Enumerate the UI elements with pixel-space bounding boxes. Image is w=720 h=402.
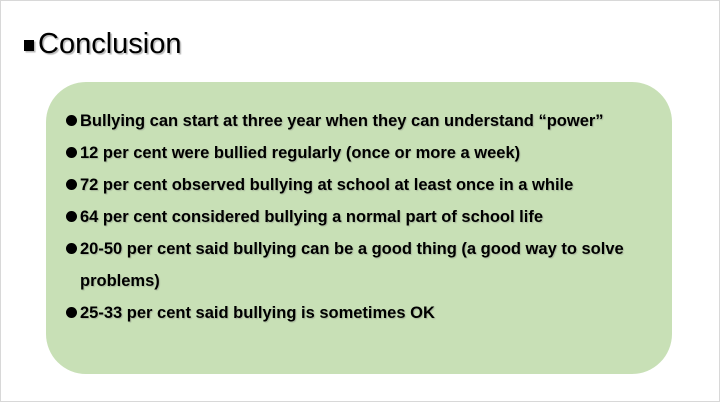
bullet-dot-icon [66,211,77,222]
bullet-item [66,233,656,297]
square-bullet-icon [24,40,34,51]
bullet-dot-icon [66,115,77,126]
bullet-text: 20-50 per cent said bullying can be a good thing (a good way to solve problems) [80,240,624,290]
bullet-dot-icon [66,147,77,158]
bullet-item [66,297,656,329]
bullet-dot-icon [66,243,77,254]
bullet-text: 25-33 per cent said bullying is sometimes OK [80,304,435,322]
slide-title-text: Conclusion [38,28,182,60]
slide-title [24,26,181,62]
bullet-text: Bullying can start at three year when they can understand “power” [80,112,604,130]
bullet-item [66,137,656,169]
bullet-dot-icon [66,179,77,190]
bullet-list [66,105,656,329]
bullet-item [66,169,656,201]
bullet-text: 64 per cent considered bullying a normal part of school life [80,208,544,226]
bullet-item [66,105,656,137]
bullet-text: 12 per cent were bullied regularly (once or more a week) [80,144,521,162]
bullet-dot-icon [66,307,77,318]
bullet-item [66,201,656,233]
bullet-text: 72 per cent observed bullying at school at least once in a while [80,176,574,194]
